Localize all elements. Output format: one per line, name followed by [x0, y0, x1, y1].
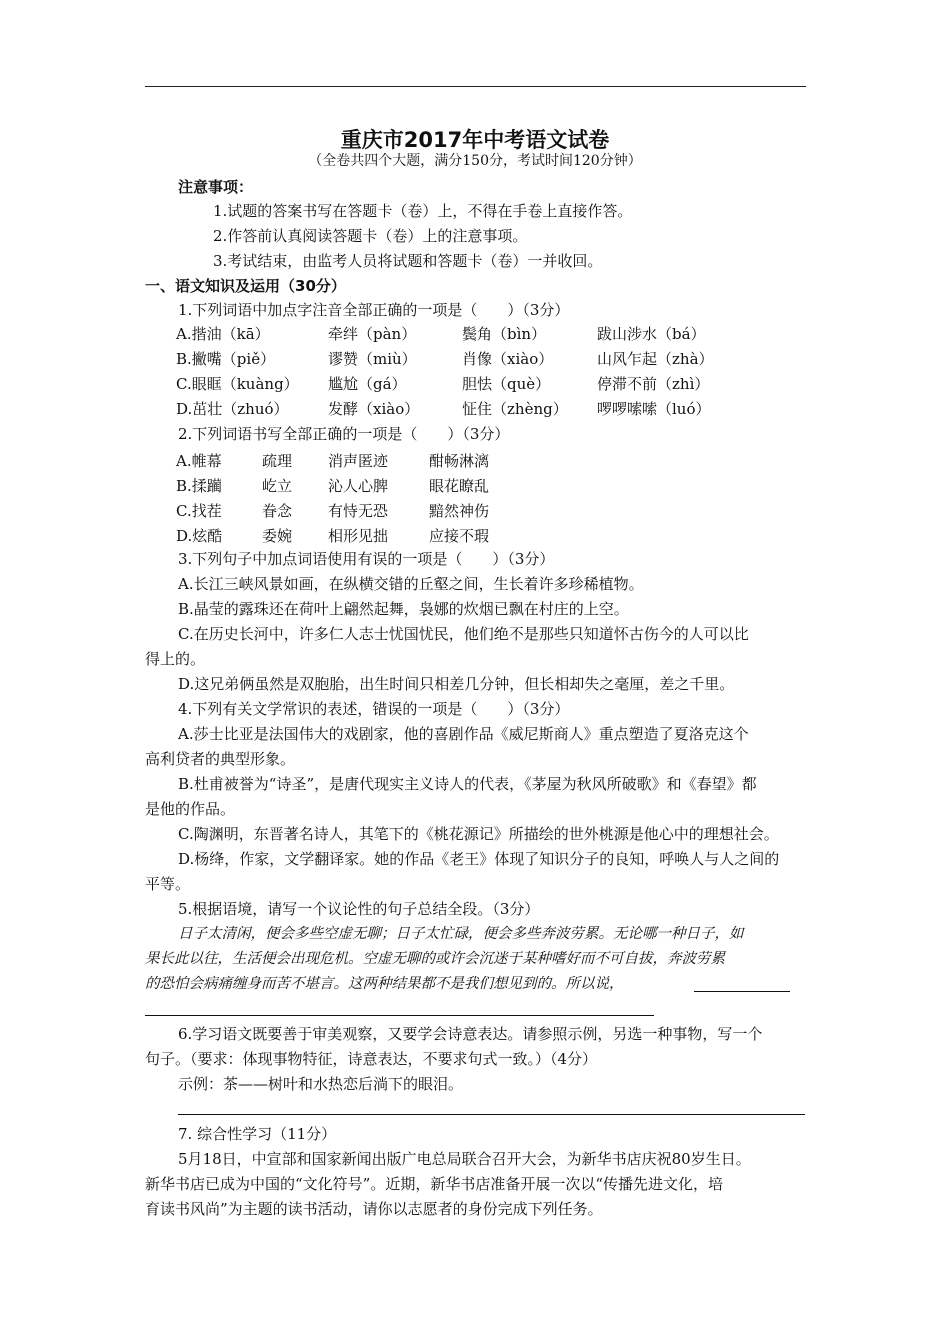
q2-d-2: 委婉 [262, 527, 293, 545]
notes-heading: 注意事项： [178, 178, 254, 196]
section-1-heading: 一、语文知识及运用（30分） [145, 277, 346, 295]
q1-a-3: 鬓角（bìn） [462, 325, 547, 343]
note-2: 2.作答前认真阅读答题卡（卷）上的注意事项。 [213, 227, 528, 245]
q2-c-4: 黯然神伤 [429, 502, 490, 520]
q5-stem: 5.根据语境，请写一个议论性的句子总结全段。（3分） [178, 900, 540, 918]
q1-d-4: 啰啰嗦嗦（luó） [597, 400, 711, 418]
header-rule [145, 86, 806, 87]
page-title: 重庆市2017年中考语文试卷 [340, 128, 610, 152]
q1-b-4: 山风乍起（zhà） [597, 350, 714, 368]
q4-option-b-line1: B.杜甫被誉为“诗圣”，是唐代现实主义诗人的代表，《茅屋为秋风所破歌》和《春望》都 [178, 775, 757, 793]
q2-c-2: 眷念 [262, 502, 293, 520]
q4-option-a-line1: A.莎士比亚是法国伟大的戏剧家，他的喜剧作品《威尼斯商人》重点塑造了夏洛克这个 [178, 725, 749, 743]
q2-a-1: A.帷幕 [176, 452, 222, 470]
q1-c-3: 胆怯（què） [462, 375, 551, 393]
q1-d-2: 发酵（xiào） [328, 400, 420, 418]
q1-b-3: 肖像（xiào） [462, 350, 554, 368]
q2-a-3: 消声匿迹 [328, 452, 389, 470]
q1-c-1: C.眼眶（kuàng） [176, 375, 299, 393]
q2-b-3: 沁人心脾 [328, 477, 389, 495]
q3-option-a: A.长江三峡风景如画，在纵横交错的丘壑之间，生长着许多珍稀植物。 [178, 575, 644, 593]
note-3: 3.考试结束，由监考人员将试题和答题卡（卷）一并收回。 [213, 252, 603, 270]
q4-option-d-line2: 平等。 [145, 875, 191, 893]
q1-c-2: 尴尬（gá） [328, 375, 407, 393]
q5-passage-line1: 日子太清闲，便会多些空虚无聊；日子太忙碌，便会多些奔波劳累。无论哪一种日子，如 [178, 926, 744, 942]
q1-d-3: 怔住（zhèng） [462, 400, 568, 418]
q2-d-4: 应接不瑕 [429, 527, 490, 545]
q5-answer-blank[interactable] [694, 991, 790, 992]
q6-stem-line2: 句子。（要求：体现事物特征，诗意表达，不要求句式一致。）（4分） [145, 1050, 598, 1068]
q3-stem: 3.下列句子中加点词语使用有误的一项是（ ）（3分） [178, 550, 555, 568]
q7-paragraph-line1: 5月18日，中宣部和国家新闻出版广电总局联合召开大会，为新华书店庆祝80岁生日。 [178, 1150, 751, 1168]
q1-a-4: 跋山涉水（bá） [597, 325, 706, 343]
q2-b-2: 屹立 [262, 477, 293, 495]
q2-c-1: C.找茬 [176, 502, 222, 520]
q1-b-2: 谬赞（miù） [328, 350, 417, 368]
q7-paragraph-line2: 新华书店已成为中国的“文化符号”。近期，新华书店准备开展一次以“传播先进文化，培 [145, 1175, 724, 1193]
q2-b-1: B.揉躏 [176, 477, 222, 495]
q7-stem: 7. 综合性学习（11分） [178, 1125, 337, 1143]
q5-answer-line[interactable] [145, 1015, 654, 1016]
q2-stem: 2.下列词语书写全部正确的一项是（ ）（3分） [178, 425, 510, 443]
q6-answer-line[interactable] [178, 1114, 805, 1115]
q2-d-1: D.炫酷 [176, 527, 223, 545]
q1-stem: 1.下列词语中加点字注音全部正确的一项是（ ）（3分） [178, 301, 570, 319]
q4-option-c: C.陶渊明，东晋著名诗人，其笔下的《桃花源记》所描绘的世外桃源是他心中的理想社会。 [178, 825, 779, 843]
q2-c-3: 有恃无恐 [328, 502, 389, 520]
page-subtitle: （全卷共四个大题，满分150分，考试时间120分钟） [308, 153, 642, 169]
q4-option-a-line2: 高利贷者的典型形象。 [145, 750, 296, 768]
q1-b-1: B.撇嘴（piě） [176, 350, 276, 368]
note-1: 1.试题的答案书写在答题卡（卷）上，不得在手卷上直接作答。 [213, 202, 633, 220]
q3-option-c-line2: 得上的。 [145, 650, 206, 668]
q1-a-2: 牵绊（pàn） [328, 325, 417, 343]
q4-option-d-line1: D.杨绛，作家，文学翻译家。她的作品《老王》体现了知识分子的良知，呼唤人与人之间的 [178, 850, 780, 868]
q4-stem: 4.下列有关文学常识的表述，错误的一项是（ ）（3分） [178, 700, 570, 718]
q3-option-d: D.这兄弟俩虽然是双胞胎，出生时间只相差几分钟，但长相却失之毫厘，差之千里。 [178, 675, 735, 693]
q2-a-2: 疏理 [262, 452, 293, 470]
q2-d-3: 相形见拙 [328, 527, 389, 545]
q1-c-4: 停滞不前（zhì） [597, 375, 710, 393]
q1-d-1: D.茁壮（zhuó） [176, 400, 289, 418]
q4-option-b-line2: 是他的作品。 [145, 800, 236, 818]
q1-a-1: A.揩油（kā） [176, 325, 270, 343]
q6-example: 示例：茶——树叶和水热恋后淌下的眼泪。 [178, 1075, 464, 1093]
q5-passage-line2: 果长此以往，生活便会出现危机。空虚无聊的或许会沉迷于某种嗜好而不可自拔，奔波劳累 [145, 951, 725, 967]
q7-paragraph-line3: 育读书风尚”为主题的读书活动，请你以志愿者的身份完成下列任务。 [145, 1200, 603, 1218]
q3-option-b: B.晶莹的露珠还在荷叶上翩然起舞，袅娜的炊烟已飘在村庄的上空。 [178, 600, 629, 618]
q3-option-c-line1: C.在历史长河中，许多仁人志士忧国忧民，他们绝不是那些只知道怀古伤今的人可以比 [178, 625, 749, 643]
q6-stem-line1: 6.学习语文既要善于审美观察，又要学会诗意表达。请参照示例，另选一种事物，写一个 [178, 1025, 763, 1043]
q5-passage-line3: 的恐怕会病痛缠身而苦不堪言。这两种结果都不是我们想见到的。所以说， [145, 976, 624, 992]
q2-b-4: 眼花瞭乱 [429, 477, 490, 495]
q2-a-4: 酣畅淋漓 [429, 452, 490, 470]
